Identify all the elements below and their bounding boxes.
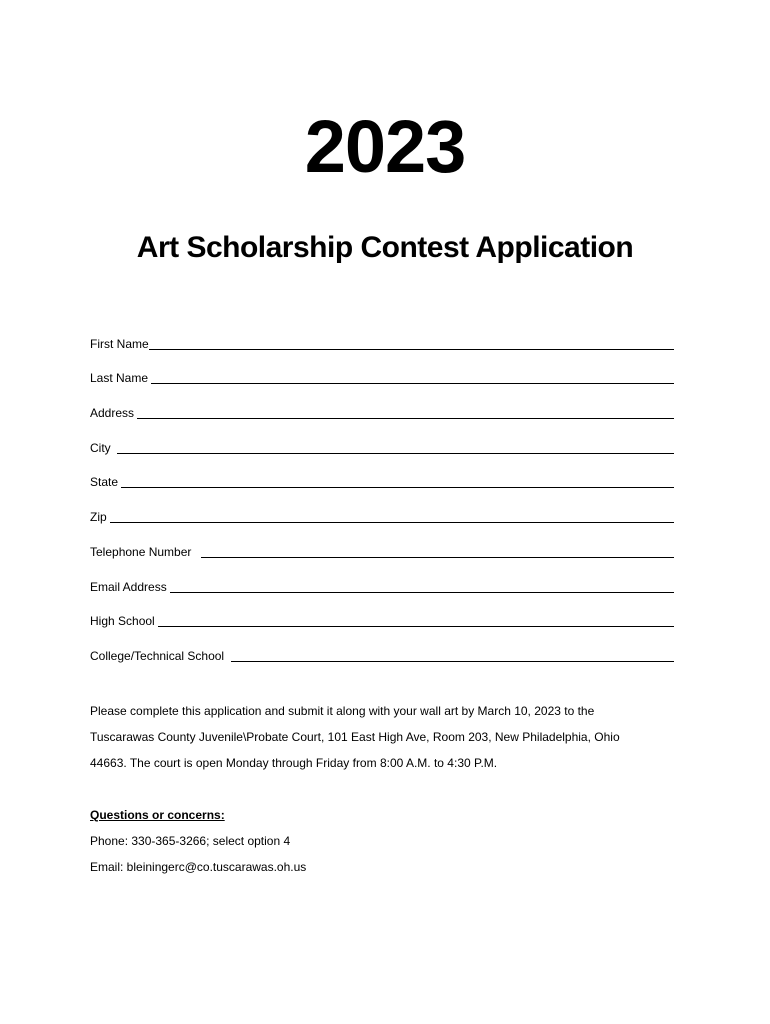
contact-heading: Questions or concerns: xyxy=(90,808,225,822)
zip-field[interactable] xyxy=(90,491,674,526)
first-name-field[interactable] xyxy=(90,318,674,353)
state-line[interactable] xyxy=(121,486,674,488)
address-line[interactable] xyxy=(137,417,674,419)
email-field[interactable] xyxy=(90,561,674,596)
state-field[interactable] xyxy=(90,457,674,492)
college-label: College/Technical School xyxy=(90,648,231,663)
page-title: Art Scholarship Contest Application xyxy=(136,231,634,264)
telephone-line[interactable] xyxy=(201,556,674,558)
telephone-label: Telephone Number xyxy=(90,544,202,559)
zip-label: Zip xyxy=(90,510,111,525)
state-label: State xyxy=(90,475,122,490)
email-label: Email Address xyxy=(90,579,171,594)
first-name-label: First Name xyxy=(90,336,149,351)
telephone-field[interactable] xyxy=(90,526,674,561)
email-line[interactable] xyxy=(170,591,674,593)
last-name-label: Last Name xyxy=(90,371,152,386)
contact-section xyxy=(90,802,650,880)
address-field[interactable] xyxy=(90,387,674,422)
high-school-field[interactable] xyxy=(90,596,674,631)
city-field[interactable] xyxy=(90,422,674,457)
college-field[interactable] xyxy=(90,630,674,665)
submission-instructions: Please complete this application and submit it along with your wall art by March 10, 2023 to the Tuscarawas County Juvenile\Probate Court, 101 East High Ave, Room 203, New Philadelphia, Ohio 44663. The court is open Monday through Friday from 8:00 A.M. to 4:30 P.M. xyxy=(90,704,620,770)
zip-line[interactable] xyxy=(110,521,674,523)
contact-email: Email: bleiningerc@co.tuscarawas.oh.us xyxy=(90,860,307,874)
college-line[interactable] xyxy=(231,660,674,662)
address-label: Address xyxy=(90,406,138,421)
application-fields xyxy=(90,318,674,665)
last-name-field[interactable] xyxy=(90,353,674,388)
last-name-line[interactable] xyxy=(151,382,674,384)
year-heading: 2023 xyxy=(304,105,466,188)
high-school-line[interactable] xyxy=(158,625,674,627)
high-school-label: High School xyxy=(90,614,159,629)
city-label: City xyxy=(90,440,118,455)
contact-phone: Phone: 330-365-3266; select option 4 xyxy=(90,834,291,848)
city-line[interactable] xyxy=(117,452,674,454)
first-name-line[interactable] xyxy=(149,348,674,350)
